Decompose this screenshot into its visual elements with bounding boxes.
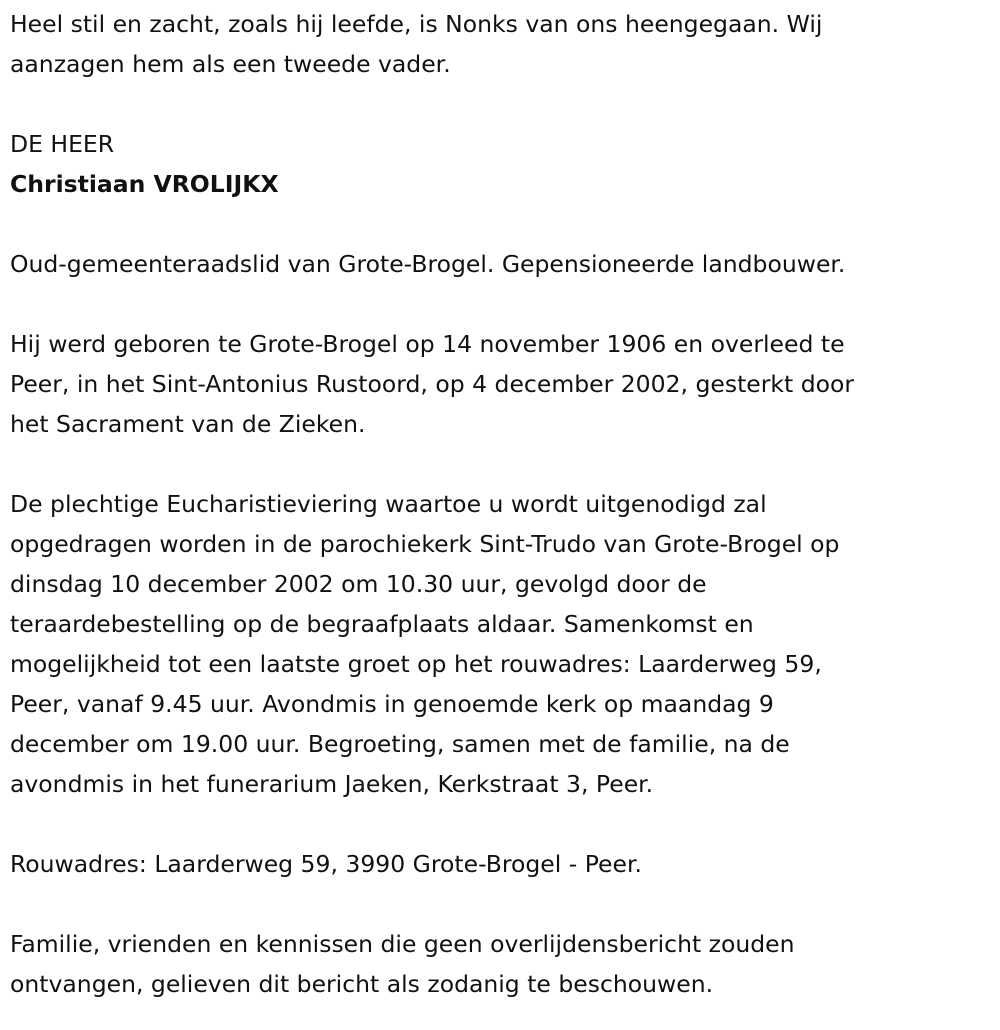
text-line: De plechtige Eucharistieviering waartoe u wordt uitgenodigd zal	[10, 490, 767, 518]
text-line: mogelijkheid tot een laatste groet op het rouwadres: Laarderweg 59,	[10, 650, 822, 678]
function-paragraph	[10, 244, 990, 284]
ceremony-paragraph	[10, 484, 990, 804]
text-line: Peer, vanaf 9.45 uur. Avondmis in genoemde kerk op maandag 9	[10, 690, 774, 718]
text-line: Heel stil en zacht, zoals hij leefde, is Nonks van ons heengegaan. Wij	[10, 10, 823, 38]
address-paragraph	[10, 844, 990, 884]
text-line: december om 19.00 uur. Begroeting, samen met de familie, na de	[10, 730, 790, 758]
text-line: dinsdag 10 december 2002 om 10.30 uur, gevolgd door de	[10, 570, 707, 598]
text-line: ontvangen, gelieven dit bericht als zodanig te beschouwen.	[10, 970, 714, 998]
text-line: Hij werd geboren te Grote-Brogel op 14 november 1906 en overleed te	[10, 330, 845, 358]
text-line: Peer, in het Sint-Antonius Rustoord, op 4 december 2002, gesterkt door	[10, 370, 855, 398]
deceased-name: Christiaan VROLIJKX	[10, 170, 279, 198]
text-line: Oud-gemeenteraadslid van Grote-Brogel. Gepensioneerde landbouwer.	[10, 250, 846, 278]
text-line: teraardebestelling op de begraafplaats aldaar. Samenkomst en	[10, 610, 754, 638]
deceased-prefix: DE HEER	[10, 130, 115, 158]
birth-death-paragraph	[10, 324, 990, 444]
text-line: opgedragen worden in de parochiekerk Sint-Trudo van Grote-Brogel op	[10, 530, 840, 558]
text-line: avondmis in het funerarium Jaeken, Kerkstraat 3, Peer.	[10, 770, 654, 798]
text-line: Rouwadres: Laarderweg 59, 3990 Grote-Brogel - Peer.	[10, 850, 642, 878]
closing-paragraph	[10, 924, 990, 1004]
text-line: aanzagen hem als een tweede vader.	[10, 50, 451, 78]
deceased-block	[10, 124, 990, 204]
intro-paragraph	[10, 4, 990, 84]
text-line: Familie, vrienden en kennissen die geen overlijdensbericht zouden	[10, 930, 795, 958]
text-line: het Sacrament van de Zieken.	[10, 410, 366, 438]
